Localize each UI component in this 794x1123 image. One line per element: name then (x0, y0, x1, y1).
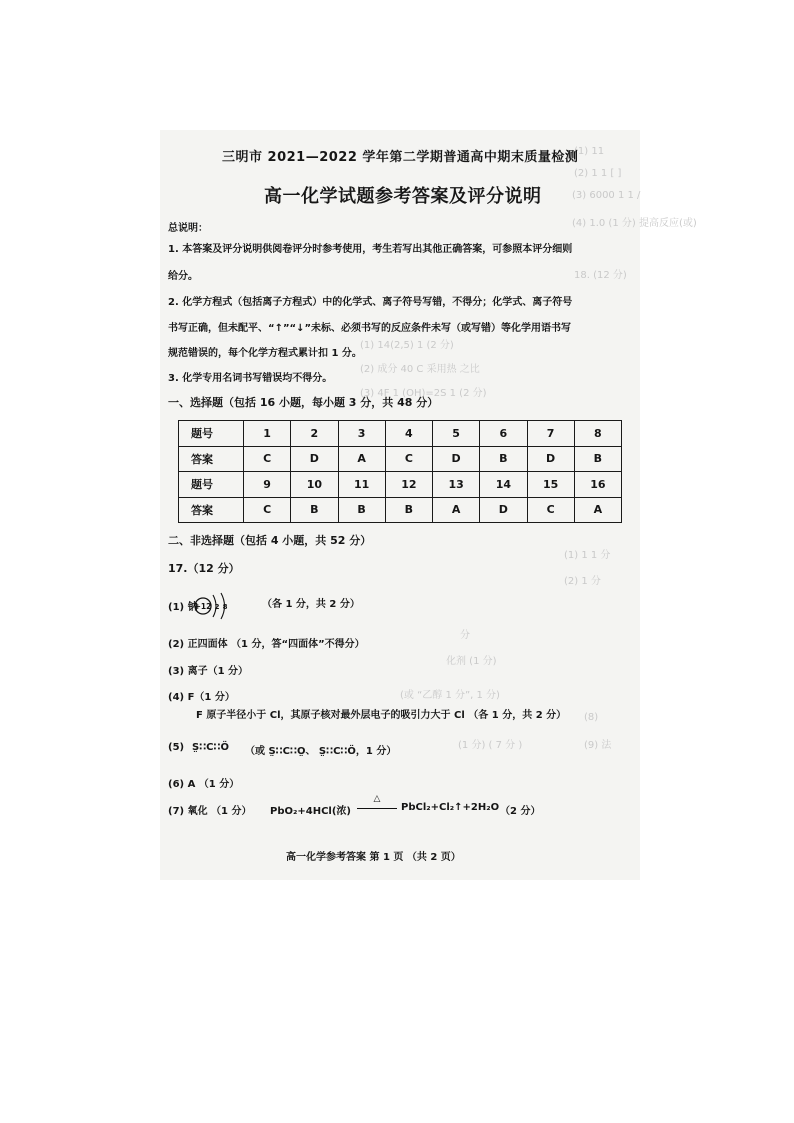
answer-cell: B (574, 446, 621, 472)
answer-cell: C (244, 497, 291, 523)
q17-1-label: (1) 钠 (168, 602, 198, 613)
row-label-answer: 答案 (179, 446, 244, 472)
question-number: 2 (291, 421, 338, 447)
table-row (179, 421, 622, 447)
answer-cell: D (291, 446, 338, 472)
answer-cell: A (433, 497, 480, 523)
row-label-answer: 答案 (179, 497, 244, 523)
shell-electron-count: 2 (214, 603, 220, 611)
q17-7-reactants: PbO₂+4HCl(浓) (270, 806, 351, 817)
answer-cell: D (480, 497, 527, 523)
q17-7-score: （2 分） (500, 806, 541, 817)
answer-key-title: 高一化学试题参考答案及评分说明 (264, 186, 542, 207)
q17-5-label: (5) (168, 742, 185, 753)
q17-1-score: （各 1 分，共 2 分） (262, 599, 360, 610)
question-number: 1 (244, 421, 291, 447)
question-17-title: 17.（12 分） (168, 562, 240, 575)
answer-cell: B (338, 497, 385, 523)
section-2-heading: 二、非选择题（包括 4 小题，共 52 分） (168, 534, 372, 547)
note-3: 3. 化学专用名词书写错误均不得分。 (168, 373, 333, 384)
question-number: 14 (480, 472, 527, 498)
question-number: 9 (244, 472, 291, 498)
question-number: 15 (527, 472, 574, 498)
question-number: 6 (480, 421, 527, 447)
answer-cell: D (527, 446, 574, 472)
answer-table (178, 420, 622, 523)
general-notes-heading: 总说明： (168, 223, 208, 234)
note-1-line-2: 给分。 (168, 271, 198, 282)
q17-6-answer: (6) A （1 分） (168, 779, 240, 790)
note-2-line-3: 规范错误的，每个化学方程式累计扣 1 分。 (168, 348, 362, 359)
answer-cell: C (527, 497, 574, 523)
answer-cell: B (385, 497, 432, 523)
table-row (179, 497, 622, 523)
answer-cell: A (338, 446, 385, 472)
q17-5-electron-formula: S̤∷C∷Ö (192, 742, 229, 753)
q17-5-alternatives: （或 S̤∷C∷O̤、 S̤∷C∷Ö，1 分） (245, 746, 397, 757)
q17-4-reason: F 原子半径小于 Cl，其原子核对最外层电子的吸引力大于 Cl （各 1 分，共 2 分） (196, 710, 567, 721)
answer-cell: C (244, 446, 291, 472)
heat-condition: △ (373, 794, 381, 804)
question-number: 5 (433, 421, 480, 447)
question-number: 11 (338, 472, 385, 498)
note-1-line-1: 1. 本答案及评分说明供阅卷评分时参考使用，考生若写出其他正确答案，可参照本评分细则 (168, 244, 573, 255)
exam-title: 三明市 2021—2022 学年第二学期普通高中期末质量检测 (222, 150, 579, 165)
note-2-line-2: 书写正确，但未配平、“↑”“↓”未标、必须书写的反应条件未写（或写错）等化学用语书写 (168, 323, 572, 334)
table-row (179, 446, 622, 472)
note-2-line-1: 2. 化学方程式（包括离子方程式）中的化学式、离子符号写错，不得分；化学式、离子符号 (168, 297, 573, 308)
row-label-question: 题号 (179, 472, 244, 498)
answer-cell: A (574, 497, 621, 523)
page-footer: 高一化学参考答案 第 1 页 （共 2 页） (286, 852, 461, 863)
question-number: 7 (527, 421, 574, 447)
question-number: 12 (385, 472, 432, 498)
nucleus-charge: +12 (194, 602, 212, 611)
q17-2-answer: (2) 正四面体 （1 分，答“四面体”不得分） (168, 639, 365, 650)
q17-3-answer: (3) 离子（1 分） (168, 666, 249, 677)
q17-7-label: (7) 氧化 （1 分） (168, 806, 252, 817)
atom-structure-diagram (192, 592, 232, 620)
section-1-heading: 一、选择题（包括 16 小题，每小题 3 分，共 48 分） (168, 396, 439, 409)
shell-electron-count: 8 (222, 603, 228, 611)
question-number: 10 (291, 472, 338, 498)
reaction-arrow-line (357, 808, 397, 809)
q17-4-answer: (4) F（1 分） (168, 692, 235, 703)
answer-cell: B (291, 497, 338, 523)
question-number: 3 (338, 421, 385, 447)
question-number: 8 (574, 421, 621, 447)
row-label-question: 题号 (179, 421, 244, 447)
answer-cell: C (385, 446, 432, 472)
question-number: 13 (433, 472, 480, 498)
answer-cell: D (433, 446, 480, 472)
question-number: 16 (574, 472, 621, 498)
answer-cell: B (480, 446, 527, 472)
q17-7-products: PbCl₂+Cl₂↑+2H₂O (401, 802, 500, 813)
table-row (179, 472, 622, 498)
question-number: 4 (385, 421, 432, 447)
